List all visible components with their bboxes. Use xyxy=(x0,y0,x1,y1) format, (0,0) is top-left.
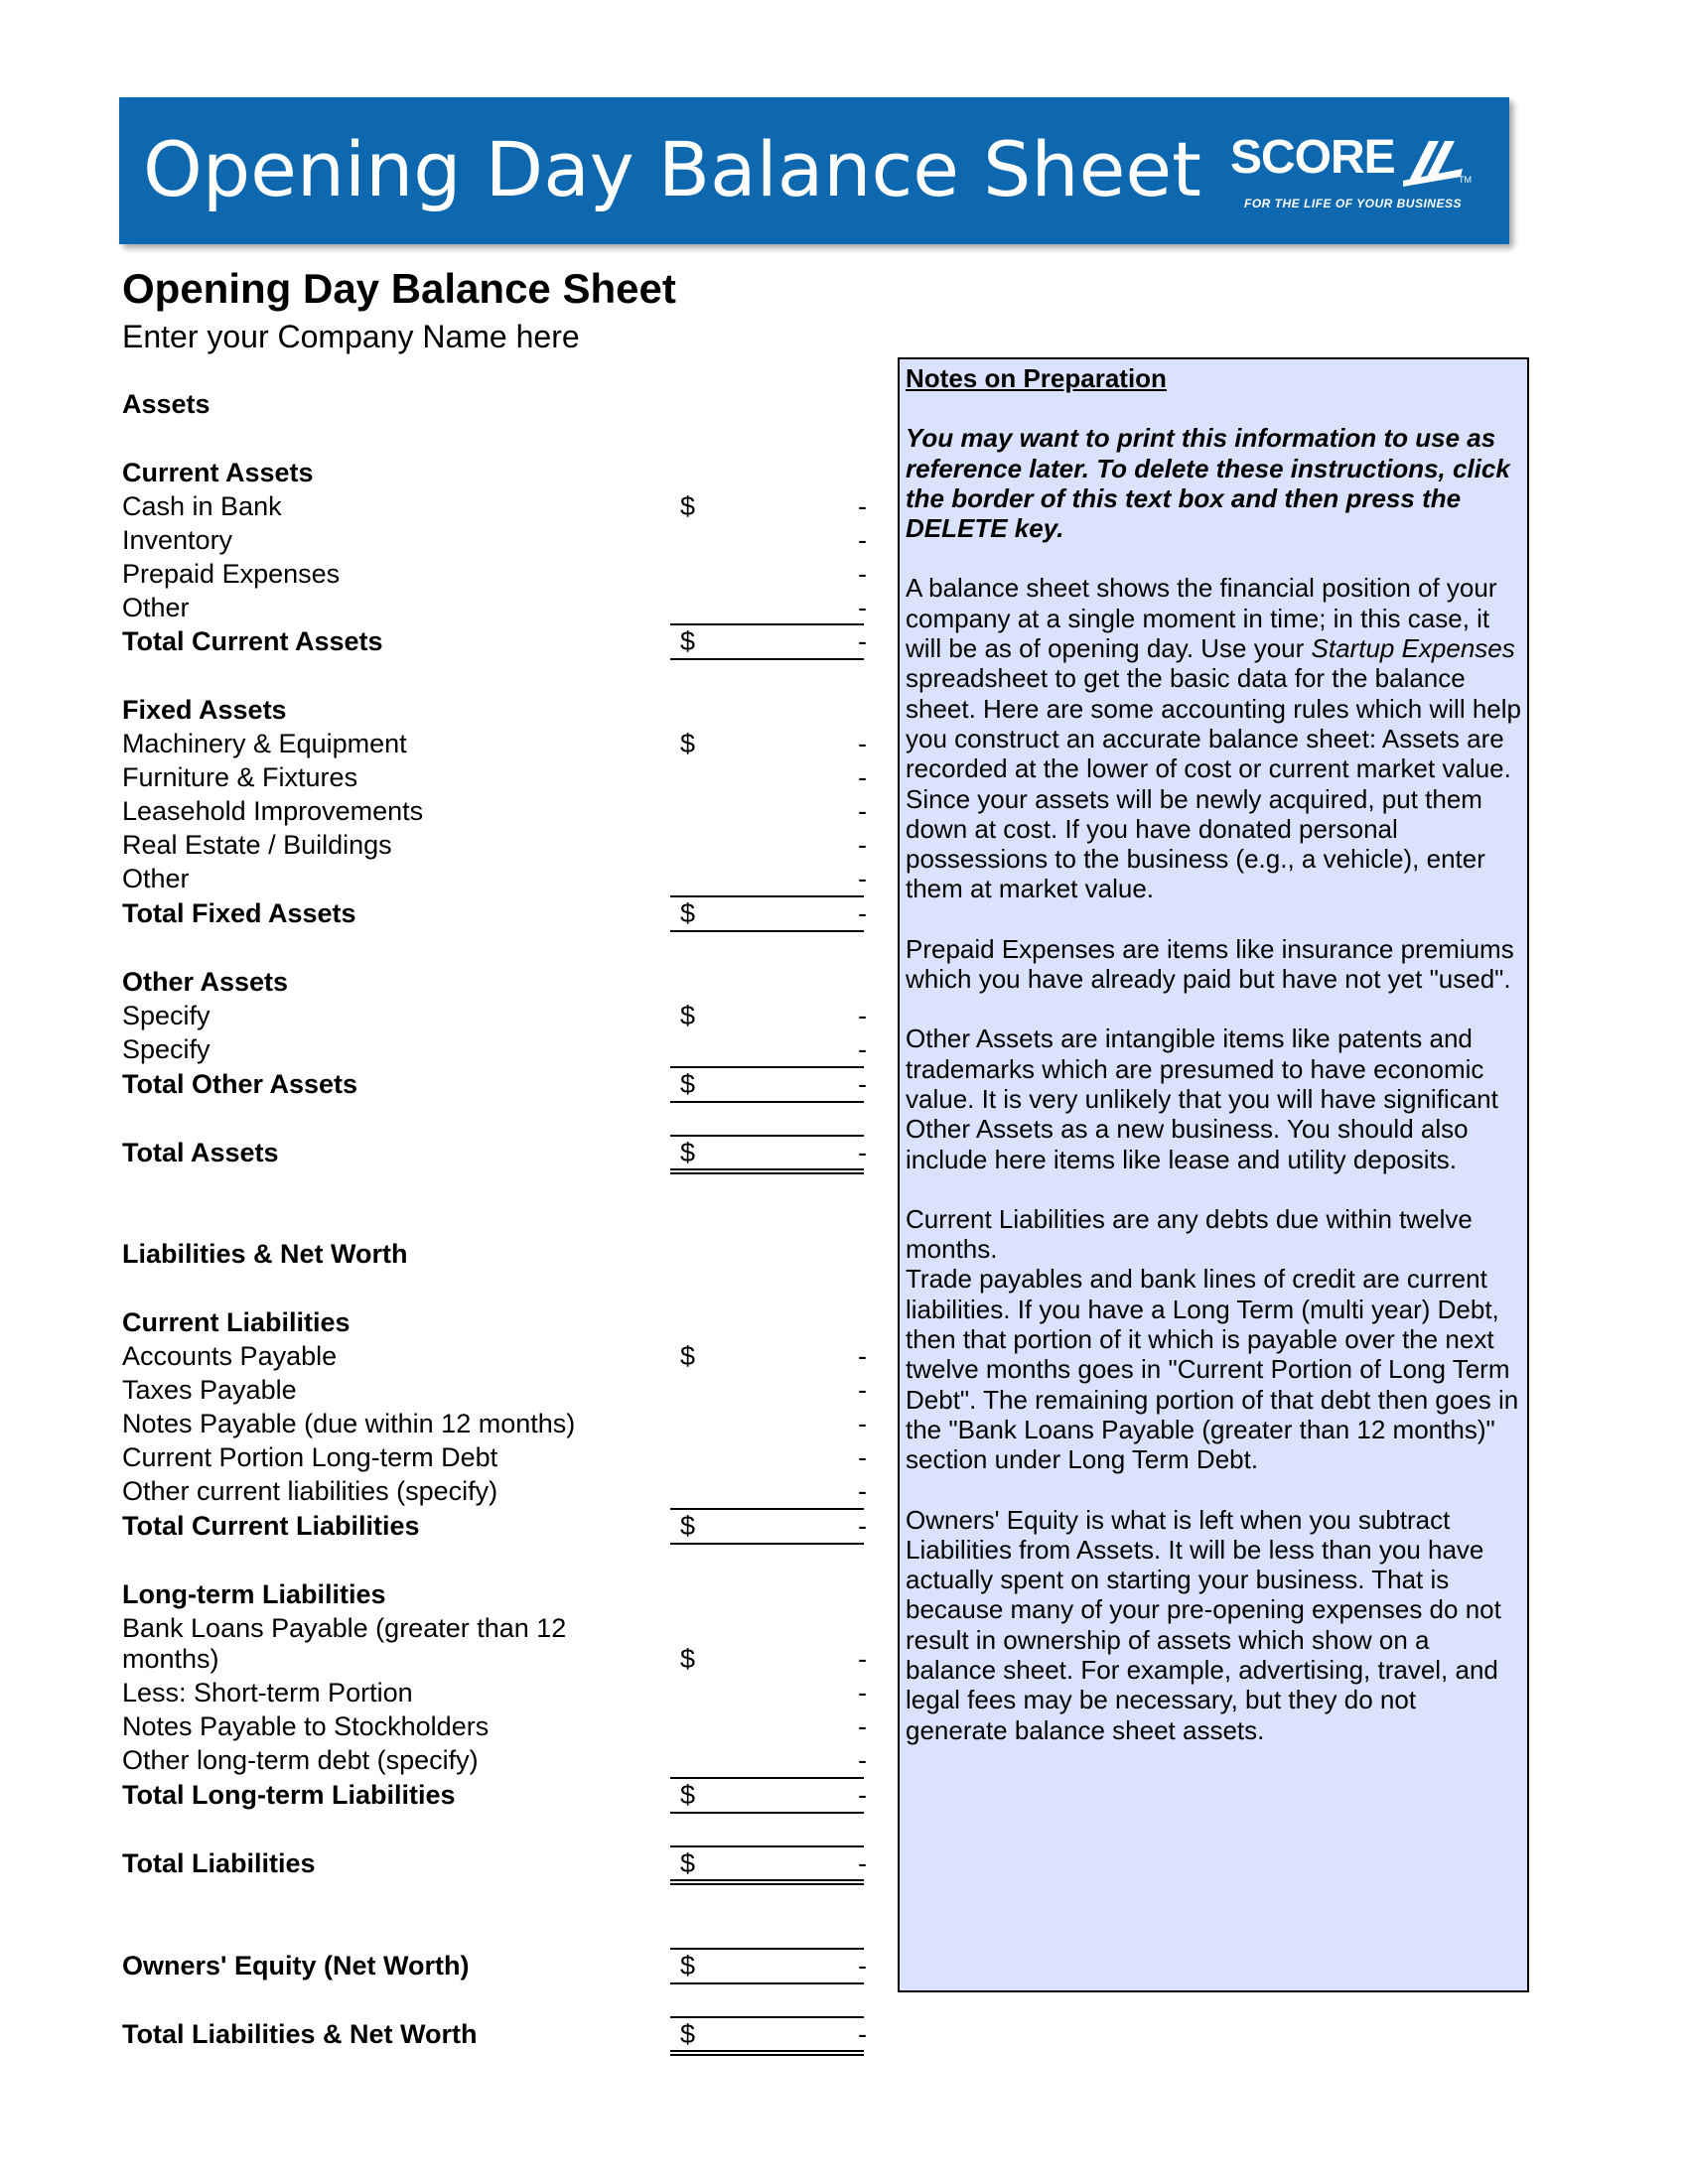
total-rule xyxy=(670,658,864,660)
row-value[interactable]: - xyxy=(858,729,867,758)
row-value: - xyxy=(858,1780,867,1810)
owners-equity-row xyxy=(122,1949,867,1982)
row-value: - xyxy=(858,626,867,656)
other-current-asset-row[interactable] xyxy=(122,591,867,624)
row-value: - xyxy=(858,1848,867,1878)
row-label: Total Liabilities & Net Worth xyxy=(122,2019,478,2049)
currency-symbol: $ xyxy=(680,1780,696,1810)
current-liabilities-heading: Current Liabilities xyxy=(122,1307,351,1337)
row-label: Notes Payable (due within 12 months) xyxy=(122,1409,576,1438)
row-value[interactable]: - xyxy=(858,1375,867,1405)
row-label: Current Portion Long-term Debt xyxy=(122,1442,498,1472)
row-label: Taxes Payable xyxy=(122,1375,297,1405)
currency-symbol: $ xyxy=(680,1511,696,1541)
total-fixed-assets-row xyxy=(122,896,867,930)
notes-payable-stockholders-row[interactable] xyxy=(122,1709,867,1743)
row-label: Specify xyxy=(122,1034,211,1064)
notes-paragraph-trade-payables: Trade payables and bank lines of credit are current liabilities. If you have a Long Term (multi year) Debt, then that portion of it which is payable over the next twelve months goes in "Current Portion of Long Term Debt". The remaining portion of that debt then goes in the "Bank Loans Payable (greater than 12 months)" section under Long Term Debt. xyxy=(906,1264,1519,1475)
row-value[interactable]: - xyxy=(858,1001,867,1030)
currency-symbol: $ xyxy=(680,1001,696,1030)
total-liabilities-row xyxy=(122,1846,867,1880)
row-label: Specify xyxy=(122,1001,211,1030)
currency-symbol: $ xyxy=(680,898,696,928)
row-value[interactable]: - xyxy=(858,762,867,792)
accounts-payable-row[interactable] xyxy=(122,1339,867,1373)
row-value[interactable]: - xyxy=(858,1476,867,1506)
total-other-assets-row xyxy=(122,1067,867,1101)
row-value[interactable]: - xyxy=(858,1442,867,1472)
fixed-assets-heading: Fixed Assets xyxy=(122,695,287,725)
leasehold-row[interactable] xyxy=(122,794,867,828)
total-liabilities-networth-row xyxy=(122,2017,867,2051)
real-estate-row[interactable] xyxy=(122,828,867,862)
row-label: Total Assets xyxy=(122,1138,279,1167)
row-value: - xyxy=(858,1138,867,1167)
notes-title: Notes on Preparation xyxy=(906,363,1167,393)
total-rule xyxy=(670,1543,864,1545)
currency-symbol: $ xyxy=(680,1138,696,1167)
short-term-portion-row[interactable] xyxy=(122,1676,867,1709)
inventory-row[interactable] xyxy=(122,523,867,557)
row-label: Machinery & Equipment xyxy=(122,729,407,758)
notes-payable-row[interactable] xyxy=(122,1407,867,1440)
row-label: Furniture & Fixtures xyxy=(122,762,358,792)
row-label: months) xyxy=(122,1644,219,1674)
currency-symbol: $ xyxy=(680,1341,696,1371)
banner-title: Opening Day Balance Sheet xyxy=(143,125,1201,213)
currency-symbol: $ xyxy=(680,1951,696,1980)
total-rule xyxy=(670,930,864,932)
notes-paragraph-prepaid: Prepaid Expenses are items like insurance premiums which you have already paid but have not yet "used". xyxy=(906,933,1514,995)
row-label: Owners' Equity (Net Worth) xyxy=(122,1951,470,1980)
row-value: - xyxy=(858,1069,867,1099)
assets-heading: Assets xyxy=(122,389,211,419)
logo-tagline: FOR THE LIFE OF YOUR BUSINESS xyxy=(1244,197,1462,210)
notes-paragraph-current-liabilities: Current Liabilities are any debts due within twelve months. xyxy=(906,1203,1473,1265)
row-value[interactable]: - xyxy=(858,1034,867,1064)
row-label: Real Estate / Buildings xyxy=(122,830,392,860)
row-label: Total Long-term Liabilities xyxy=(122,1780,456,1810)
total-current-liabilities-row xyxy=(122,1509,867,1543)
row-value[interactable]: - xyxy=(858,796,867,826)
cash-in-bank-row[interactable] xyxy=(122,489,867,523)
row-value[interactable]: - xyxy=(858,830,867,860)
total-rule xyxy=(670,1982,864,1984)
other-longterm-debt-row[interactable] xyxy=(122,1743,867,1777)
row-value[interactable]: - xyxy=(858,491,867,521)
currency-symbol: $ xyxy=(680,491,696,521)
row-label: Bank Loans Payable (greater than 12 xyxy=(122,1613,567,1643)
row-label: Total Fixed Assets xyxy=(122,898,356,928)
row-value[interactable]: - xyxy=(858,1644,867,1674)
row-label: Other current liabilities (specify) xyxy=(122,1476,498,1506)
row-value[interactable]: - xyxy=(858,1341,867,1371)
currency-symbol: $ xyxy=(680,1069,696,1099)
notes-instruction: You may want to print this information to use as reference later. To delete these instructions, click the border of this text box and then press the DELETE key. xyxy=(906,423,1510,544)
total-current-assets-row xyxy=(122,624,867,658)
specify-row-1[interactable] xyxy=(122,999,867,1032)
logo-wordmark: SCORE xyxy=(1230,131,1395,184)
double-total-rule xyxy=(670,1879,864,1885)
bank-loans-row[interactable] xyxy=(122,1642,867,1676)
row-value[interactable]: - xyxy=(858,593,867,622)
row-value[interactable]: - xyxy=(858,559,867,589)
row-value[interactable]: - xyxy=(858,525,867,555)
other-fixed-asset-row[interactable] xyxy=(122,862,867,895)
total-rule xyxy=(670,1812,864,1814)
logo-stripes-icon xyxy=(1399,133,1467,189)
row-value[interactable]: - xyxy=(858,1745,867,1775)
longterm-liabilities-heading: Long-term Liabilities xyxy=(122,1579,386,1609)
row-label: Total Liabilities xyxy=(122,1848,316,1878)
row-label: Total Other Assets xyxy=(122,1069,358,1099)
row-label: Cash in Bank xyxy=(122,491,282,521)
row-value[interactable]: - xyxy=(858,1678,867,1707)
row-value: - xyxy=(858,2019,867,2049)
currency-symbol: $ xyxy=(680,1644,696,1674)
row-label: Other long-term debt (specify) xyxy=(122,1745,479,1775)
row-value: - xyxy=(858,898,867,928)
company-name[interactable]: Enter your Company Name here xyxy=(122,319,580,354)
total-rule xyxy=(670,1101,864,1103)
specify-row-2[interactable] xyxy=(122,1032,867,1066)
notes-paragraph-other-assets: Other Assets are intangible items like patents and trademarks which are presumed to have economic value. It is very unlikely that you will have significant Other Assets as a new business. You should also include here items like lease and utility deposits. xyxy=(906,1024,1498,1174)
double-total-rule xyxy=(670,1168,864,1174)
current-portion-ltd-row[interactable] xyxy=(122,1440,867,1474)
double-total-rule xyxy=(670,2050,864,2056)
row-label: Less: Short-term Portion xyxy=(122,1678,413,1707)
machinery-row[interactable] xyxy=(122,727,867,760)
bank-loans-row-label-line1 xyxy=(122,1611,867,1645)
currency-symbol: $ xyxy=(680,729,696,758)
currency-symbol: $ xyxy=(680,2019,696,2049)
row-value[interactable]: - xyxy=(858,1711,867,1741)
prepaid-expenses-row[interactable] xyxy=(122,557,867,591)
row-label: Other xyxy=(122,593,190,622)
row-label: Total Current Assets xyxy=(122,626,383,656)
liabilities-heading: Liabilities & Net Worth xyxy=(122,1239,408,1269)
notes-text-box[interactable] xyxy=(898,357,1529,1992)
row-label: Notes Payable to Stockholders xyxy=(122,1711,490,1741)
row-value[interactable]: - xyxy=(858,1409,867,1438)
row-label: Total Current Liabilities xyxy=(122,1511,420,1541)
notes-paragraph-balance-sheet: A balance sheet shows the financial position of your company at a single moment in time; in this case, it will be as of opening day. Use your Startup Expenses spreadsheet to get the basic data for the balance sheet. Here are some accounting rules which will help you construct an accurate balance sheet: Assets are recorded at the lower of cost or current market value. Since your assets will be newly acquired, put them down at cost. If you have donated personal possessions to the business (e.g., a vehicle), enter them at market value. xyxy=(906,573,1521,904)
notes-paragraph-owners-equity: Owners' Equity is what is left when you subtract Liabilities from Assets. It will be less than you have actually spent on starting your business. That is because many of your pre-opening expenses do not result in ownership of assets which show on a balance sheet. For example, advertising, travel, and legal fees may be necessary, but they do not generate balance sheet assets. xyxy=(906,1504,1501,1745)
row-label: Leasehold Improvements xyxy=(122,796,424,826)
currency-symbol: $ xyxy=(680,1848,696,1878)
page-title: Opening Day Balance Sheet xyxy=(122,265,676,312)
row-label: Inventory xyxy=(122,525,233,555)
row-label: Prepaid Expenses xyxy=(122,559,341,589)
furniture-row[interactable] xyxy=(122,760,867,794)
currency-symbol: $ xyxy=(680,626,696,656)
score-logo xyxy=(1224,131,1477,220)
total-assets-row xyxy=(122,1136,867,1169)
row-value: - xyxy=(858,1951,867,1980)
row-value[interactable]: - xyxy=(858,864,867,893)
row-label: Other xyxy=(122,864,190,893)
other-assets-heading: Other Assets xyxy=(122,967,289,997)
row-label: Accounts Payable xyxy=(122,1341,338,1371)
row-value: - xyxy=(858,1511,867,1541)
current-assets-heading: Current Assets xyxy=(122,458,314,487)
other-current-liabilities-row[interactable] xyxy=(122,1474,867,1508)
taxes-payable-row[interactable] xyxy=(122,1373,867,1407)
total-longterm-liabilities-row xyxy=(122,1778,867,1812)
logo-trademark: TM xyxy=(1459,175,1472,185)
